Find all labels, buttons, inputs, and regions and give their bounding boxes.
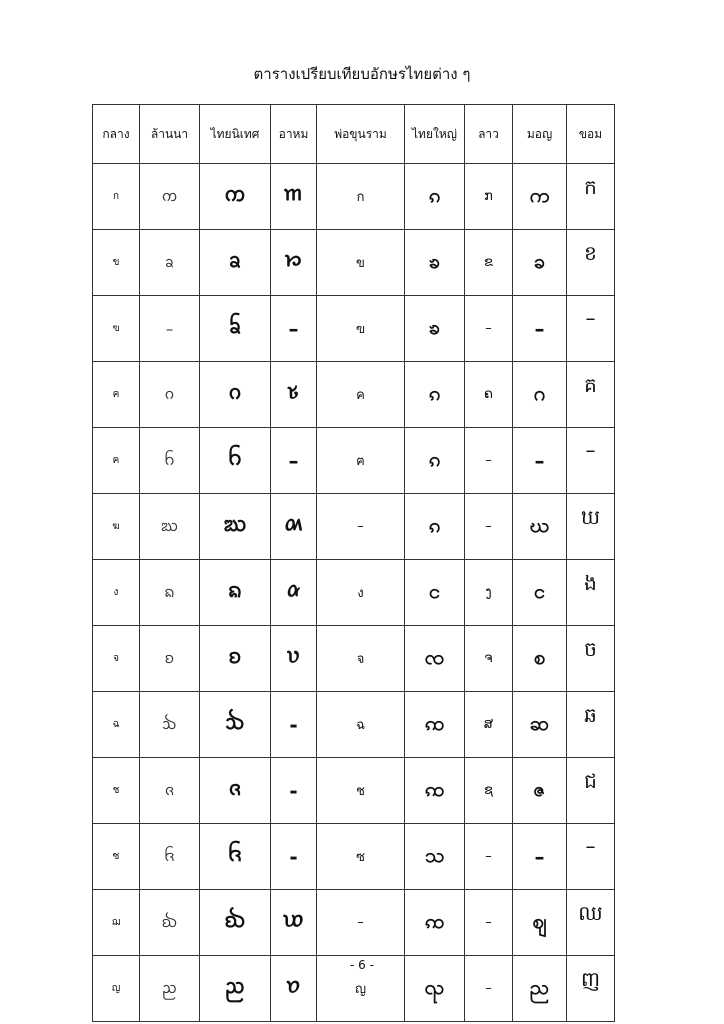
cell-ahom: 𑜆	[271, 626, 317, 692]
cell-mon: ဃ	[513, 494, 567, 560]
cell-pho-khun-ram: ช	[317, 758, 405, 824]
cell-pho-khun-ram: ค	[317, 362, 405, 428]
header-lanna: ล้านนา	[140, 105, 200, 164]
table-row	[93, 560, 615, 626]
cell-lanna: ᨠ	[140, 164, 200, 230]
cell-tai-yai: ꩡ	[405, 758, 465, 824]
cell-lanna: ᨥ	[140, 494, 200, 560]
cell-lanna: ᨨ	[140, 692, 200, 758]
page-number: - 6 -	[350, 958, 374, 972]
cell-lao: –	[465, 428, 513, 494]
cell-khom: ញ	[567, 956, 615, 1022]
cell-tai-yai: င	[405, 560, 465, 626]
cell-lao: ຂ	[465, 230, 513, 296]
cell-mon: ခ	[513, 230, 567, 296]
cell-lanna: ᨦ	[140, 560, 200, 626]
cell-lao: –	[465, 824, 513, 890]
header-ahom: อาหม	[271, 105, 317, 164]
table-row	[93, 494, 615, 560]
cell-pho-khun-ram: ง	[317, 560, 405, 626]
cell-tai-yai: ၶ	[405, 230, 465, 296]
cell-lao: ງ	[465, 560, 513, 626]
cell-mon: စ	[513, 626, 567, 692]
cell-khom: ក	[567, 164, 615, 230]
cell-central: ฅ	[93, 428, 140, 494]
cell-lanna: ᨣ	[140, 362, 200, 428]
cell-ahom: –	[271, 428, 317, 494]
cell-mon: ဈ	[513, 890, 567, 956]
table-row	[93, 626, 615, 692]
table-row	[93, 296, 615, 362]
cell-lao: ກ	[465, 164, 513, 230]
cell-tai-yai: ၵ	[405, 362, 465, 428]
header-pho-khun-ram: พ่อขุนราม	[317, 105, 405, 164]
cell-pho-khun-ram: จ	[317, 626, 405, 692]
cell-central: ญ	[93, 956, 140, 1022]
cell-lao: –	[465, 956, 513, 1022]
cell-khom: ជ	[567, 758, 615, 824]
cell-mon: ဆ	[513, 692, 567, 758]
table-row	[93, 164, 615, 230]
cell-mon: ဇ	[513, 758, 567, 824]
cell-khom: ខ	[567, 230, 615, 296]
cell-mon: –	[513, 428, 567, 494]
cell-thai-nithet: ᨪ	[200, 824, 271, 890]
table-row	[93, 890, 615, 956]
cell-ahom: 𑜅	[271, 560, 317, 626]
cell-lao: ຈ	[465, 626, 513, 692]
cell-thai-nithet: ᨤ	[200, 428, 271, 494]
cell-mon: ဂ	[513, 362, 567, 428]
cell-central: จ	[93, 626, 140, 692]
cell-lanna: ᨬ	[140, 956, 200, 1022]
script-comparison-table	[92, 104, 615, 1022]
cell-ahom: -	[271, 824, 317, 890]
cell-thai-nithet: ᨫ	[200, 890, 271, 956]
cell-mon: က	[513, 164, 567, 230]
cell-lanna: ᨫ	[140, 890, 200, 956]
cell-central: ช	[93, 758, 140, 824]
table-row	[93, 362, 615, 428]
cell-lanna: –	[140, 296, 200, 362]
cell-ahom: 𑜂	[271, 362, 317, 428]
cell-pho-khun-ram: ฅ	[317, 428, 405, 494]
cell-thai-nithet: ᨧ	[200, 626, 271, 692]
cell-tai-yai: ၵ	[405, 428, 465, 494]
cell-central: ซ	[93, 824, 140, 890]
cell-ahom: –	[271, 296, 317, 362]
cell-thai-nithet: ᨥ	[200, 494, 271, 560]
cell-lao: –	[465, 494, 513, 560]
cell-central: ฆ	[93, 494, 140, 560]
cell-khom: ច	[567, 626, 615, 692]
cell-mon: –	[513, 296, 567, 362]
cell-lao: ຄ	[465, 362, 513, 428]
cell-pho-khun-ram: ก	[317, 164, 405, 230]
cell-pho-khun-ram: ซ	[317, 824, 405, 890]
cell-khom: ង	[567, 560, 615, 626]
cell-mon: င	[513, 560, 567, 626]
cell-lao: ສ	[465, 692, 513, 758]
cell-khom: ឆ	[567, 692, 615, 758]
header-khom: ขอม	[567, 105, 615, 164]
cell-lanna: ᨪ	[140, 824, 200, 890]
table-row	[93, 230, 615, 296]
table-row	[93, 692, 615, 758]
cell-khom: –	[567, 428, 615, 494]
cell-thai-nithet: ᨢ	[200, 296, 271, 362]
cell-pho-khun-ram: ฃ	[317, 296, 405, 362]
cell-central: ก	[93, 164, 140, 230]
cell-khom: ឃ	[567, 494, 615, 560]
header-lao: ลาว	[465, 105, 513, 164]
cell-ahom: 𑜁	[271, 230, 317, 296]
header-thai-nithet: ไทยนิเทศ	[200, 105, 271, 164]
cell-ahom: 𑜇	[271, 890, 317, 956]
cell-pho-khun-ram: –	[317, 890, 405, 956]
cell-ahom: 𑜄	[271, 494, 317, 560]
cell-thai-nithet: ᨡ	[200, 230, 271, 296]
cell-lanna: ᨩ	[140, 758, 200, 824]
cell-thai-nithet: ᨣ	[200, 362, 271, 428]
cell-tai-yai: ၵ	[405, 494, 465, 560]
cell-central: ค	[93, 362, 140, 428]
cell-ahom: -	[271, 758, 317, 824]
cell-lao: –	[465, 890, 513, 956]
table-row	[93, 758, 615, 824]
cell-khom: ឈ	[567, 890, 615, 956]
cell-mon: –	[513, 824, 567, 890]
cell-pho-khun-ram: ข	[317, 230, 405, 296]
cell-lao: –	[465, 296, 513, 362]
cell-pho-khun-ram: –	[317, 494, 405, 560]
header-tai-yai: ไทยใหญ่	[405, 105, 465, 164]
cell-khom: គ	[567, 362, 615, 428]
cell-central: ฌ	[93, 890, 140, 956]
cell-tai-yai: သ	[405, 824, 465, 890]
cell-khom: –	[567, 296, 615, 362]
table-row	[93, 824, 615, 890]
cell-ahom: 𑜈	[271, 956, 317, 1022]
cell-thai-nithet: ᨠ	[200, 164, 271, 230]
cell-tai-yai: ၺ	[405, 956, 465, 1022]
header-row	[93, 105, 615, 164]
cell-central: ฃ	[93, 296, 140, 362]
page-title: ตารางเปรียบเทียบอักษรไทยต่าง ๆ	[253, 65, 471, 83]
cell-lanna: ᨧ	[140, 626, 200, 692]
cell-ahom: 𑜀	[271, 164, 317, 230]
cell-tai-yai: ၵ	[405, 164, 465, 230]
cell-tai-yai: ၶ	[405, 296, 465, 362]
header-mon: มอญ	[513, 105, 567, 164]
header-central: กลาง	[93, 105, 140, 164]
cell-lanna: ᨡ	[140, 230, 200, 296]
cell-tai-yai: ၸ	[405, 626, 465, 692]
cell-pho-khun-ram: ฉ	[317, 692, 405, 758]
cell-thai-nithet: ᨬ	[200, 956, 271, 1022]
cell-pho-khun-ram: ญ	[317, 956, 405, 1022]
cell-thai-nithet: ᨦ	[200, 560, 271, 626]
cell-thai-nithet: ᨩ	[200, 758, 271, 824]
cell-lao: ຊ	[465, 758, 513, 824]
cell-khom: –	[567, 824, 615, 890]
cell-tai-yai: ꩡ	[405, 890, 465, 956]
cell-central: ง	[93, 560, 140, 626]
cell-thai-nithet: ᨨ	[200, 692, 271, 758]
cell-central: ข	[93, 230, 140, 296]
cell-tai-yai: ꩡ	[405, 692, 465, 758]
cell-mon: ည	[513, 956, 567, 1022]
table-row	[93, 428, 615, 494]
cell-lanna: ᨤ	[140, 428, 200, 494]
cell-central: ฉ	[93, 692, 140, 758]
cell-ahom: -	[271, 692, 317, 758]
